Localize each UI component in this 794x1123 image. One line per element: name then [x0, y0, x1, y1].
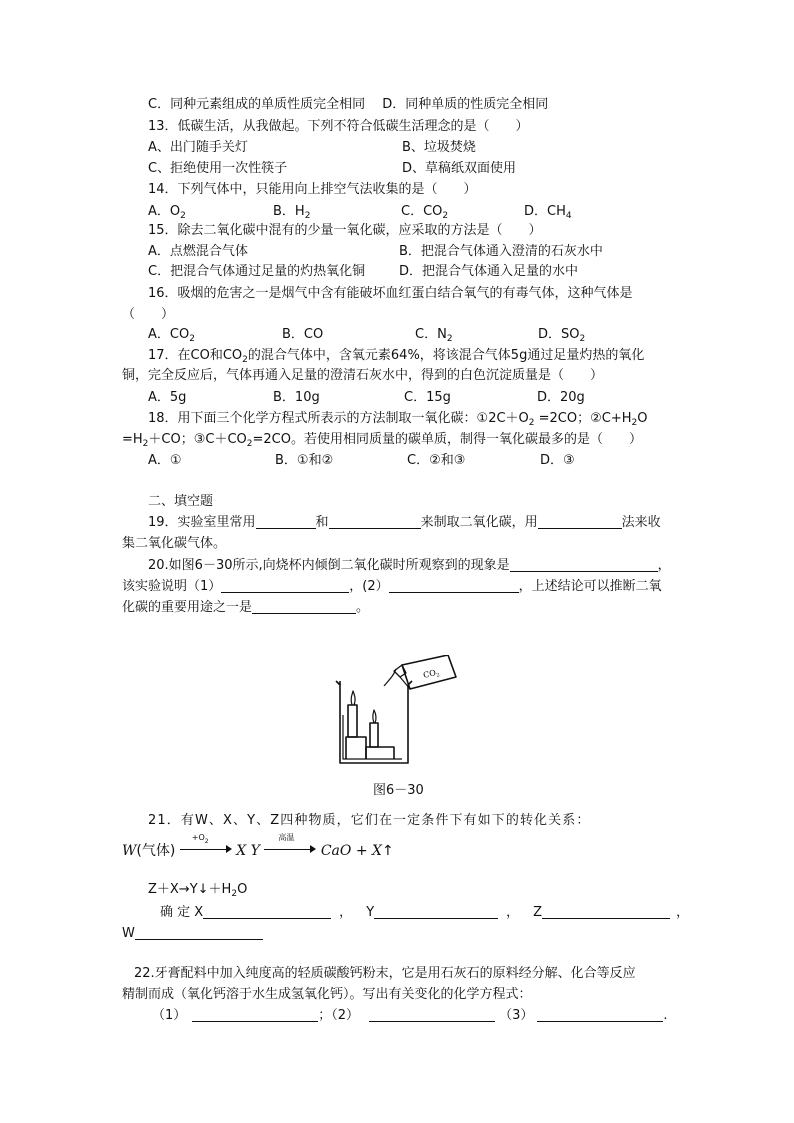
q16-option-c: C．$N_2$ — [415, 327, 453, 344]
q13-option-c: C、拒绝使用一次性筷子 — [148, 161, 288, 176]
figure-caption: 图6－30 — [373, 783, 424, 798]
q15-option-a: A．点燃混合气体 — [148, 244, 248, 259]
answer-blank[interactable] — [192, 1007, 318, 1022]
answer-blank[interactable] — [135, 925, 263, 940]
question-16-paren: （ ） — [122, 307, 175, 322]
q18-option-d: D．③ — [540, 453, 575, 468]
arrow-o2: $+O_2$ — [180, 842, 232, 856]
question-18-line2: $=H_2+CO$；$③C+CO_2=2CO$。若使用相同质量的碳单质，制得一氧化碳最多的是（ ） — [122, 432, 642, 449]
question-22-line1: 22.牙膏配料中加入纯度高的轻质碳酸钙粉末，它是用石灰石的原料经分解、化合等反应 — [134, 966, 636, 981]
answer-blank[interactable] — [329, 514, 421, 529]
q17-option-c: C．15g — [404, 390, 451, 405]
question-20-line2: 该实验说明（1） ，(2） ，上述结论可以推断二氧 — [122, 579, 662, 594]
q17-option-a: A．5g — [148, 390, 187, 405]
q16-option-b: B．CO — [282, 327, 324, 342]
q21-equation-2: $Z+X\to Y↓+H_2O$ — [148, 882, 248, 899]
section-heading: 二、填空题 — [148, 494, 214, 509]
short-candle — [370, 723, 378, 747]
question-13-stem: 13．低碳生活，从我做起。下列不符合低碳生活理念的是（ ） — [148, 119, 529, 134]
q21-determine-line: 确 定 X ， Y ， Z ， — [160, 905, 690, 920]
q13-option-b: B、垃圾焚烧 — [402, 140, 476, 155]
q14-option-c: C．$CO_2$ — [401, 204, 449, 221]
question-20-line1: 20.如图6－30所示,向烧杯内倾倒二氧化碳时所观察到的现象是 ， — [148, 558, 671, 573]
step-high — [346, 737, 366, 759]
q15-option-d: D．把混合气体通入足量的水中 — [399, 264, 579, 279]
q15-option-c: C．把混合气体通过足量的灼热氧化铜 — [148, 264, 366, 279]
arrow-high-temp: 高温 — [264, 842, 316, 856]
short-flame — [373, 710, 376, 723]
question-16-stem: 16．吸烟的危害之一是烟气中含有能破坏血红蛋白结合氧气的有毒气体，这种气体是 — [148, 286, 633, 301]
answer-blank[interactable] — [389, 578, 519, 593]
answer-blank[interactable] — [369, 1007, 495, 1022]
q16-option-a: A．$CO_2$ — [148, 327, 195, 344]
tall-flame — [351, 691, 355, 705]
q14-option-a: A．$O_2$ — [148, 204, 186, 221]
step-low — [366, 747, 394, 759]
q21-determine-w: W — [122, 925, 263, 943]
answer-blank[interactable] — [221, 578, 349, 593]
tall-candle — [348, 705, 357, 737]
q13-option-d: D、草稿纸双面使用 — [402, 161, 517, 176]
question-19-line2: 集二氧化碳气体。 — [122, 536, 227, 551]
question-17-stem: 17．在CO和$CO_2$的混合气体中，含氧元素64%，将该混合气体5g通过足量灼热的氧化 — [148, 348, 645, 365]
beaker-co2-figure — [330, 655, 460, 770]
q21-equation-1: W(气体) $+O_2$ X Y 高温 CaO + X↑ — [122, 833, 394, 859]
q17-option-d: D．20g — [537, 390, 585, 405]
q13-option-a: A、出门随手关灯 — [148, 140, 248, 155]
q18-option-a: A．① — [148, 453, 182, 468]
q17-option-b: B．10g — [273, 390, 320, 405]
q15-option-b: B．把混合气体通入澄清的石灰水中 — [399, 244, 603, 259]
question-21-stem: 21．有W、X、Y、Z四种物质，它们在一定条件下有如下的转化关系： — [148, 813, 591, 828]
question-19-line1: 19．实验室里常用 和 来制取二氧化碳，用 法来收 — [148, 515, 661, 530]
question-14-stem: 14．下列气体中，只能用向上排空气法收集的是（ ） — [148, 182, 477, 197]
question-22-answers: （1） ；（2） （3） . — [152, 1008, 668, 1023]
answer-blank[interactable] — [537, 1007, 663, 1022]
bottle-label: $CO_2$ — [422, 668, 441, 680]
question-18-line1: 18．用下面三个化学方程式所表示的方法制取一氧化碳：$①2C+O_2 =2CO$；$②C+H_2O$ — [148, 411, 648, 428]
answer-blank[interactable] — [510, 557, 658, 572]
q12-options-cd: C．同种元素组成的单质性质完全相同 D．同种单质的性质完全相同 — [148, 97, 549, 112]
answer-blank[interactable] — [252, 599, 356, 614]
q18-option-c: C．②和③ — [407, 453, 466, 468]
answer-blank[interactable] — [538, 514, 622, 529]
question-17-line2: 铜，完全反应后，气体再通入足量的澄清石灰水中，得到的白色沉淀质量是（ ） — [122, 368, 604, 383]
answer-blank[interactable] — [203, 904, 331, 919]
q14-option-b: B．$H_2$ — [273, 204, 311, 221]
q14-option-d: D．$CH_4$ — [524, 204, 572, 221]
answer-blank[interactable] — [542, 904, 670, 919]
question-22-line2: 精制而成（氧化钙溶于水生成氢氧化钙）。写出有关变化的化学方程式： — [122, 987, 532, 1002]
q18-option-b: B．①和② — [275, 453, 334, 468]
question-15-stem: 15．除去二氧化碳中混有的少量一氧化碳，应采取的方法是（ ） — [148, 223, 542, 238]
answer-blank[interactable] — [374, 904, 498, 919]
q16-option-d: D．$SO_2$ — [538, 327, 586, 344]
answer-blank[interactable] — [256, 514, 316, 529]
question-20-line3: 化碳的重要用途之一是 。 — [122, 600, 370, 615]
